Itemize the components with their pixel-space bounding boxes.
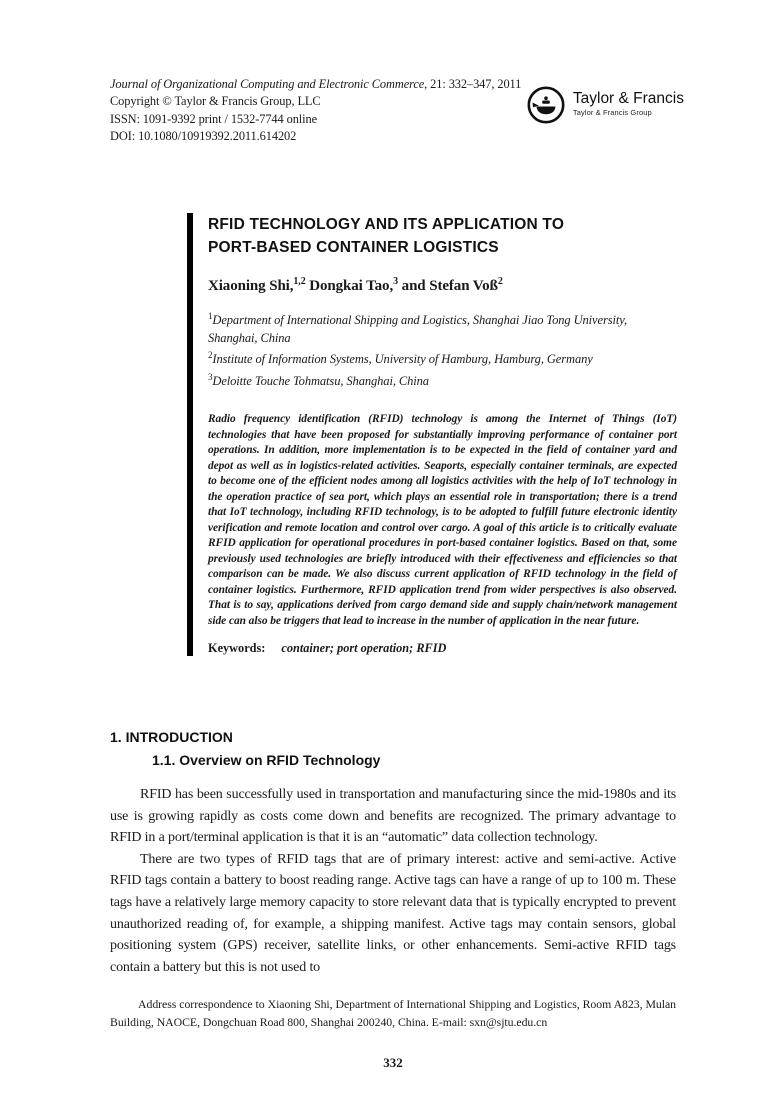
correspondence-footnote: Address correspondence to Xiaoning Shi, Department of International Shipping and Logistics, Room A823, Mulan Building, NAOCE, Dongchuan Road 800, Shanghai 200240, China. E-mail: sxn@sjtu.edu.cn [110, 997, 676, 1029]
affiliation-2-marker: 2 [208, 349, 213, 360]
article-title-line2: PORT-BASED CONTAINER LOGISTICS [208, 239, 499, 256]
title-block [187, 213, 677, 656]
journal-citation-line [110, 76, 521, 93]
author-1 [208, 278, 306, 294]
author-2 [306, 278, 398, 294]
logo-group-tagline: Taylor & Francis Group [572, 108, 652, 117]
author-3-affil-marker: 2 [497, 276, 503, 287]
author-3 [398, 278, 503, 294]
author-3-name: and Stefan Voß [398, 278, 498, 294]
issn-line: ISSN: 1091-9392 print / 1532-7744 online [110, 111, 317, 126]
journal-volume-pages: , 21: 332–347, 2011 [424, 77, 522, 91]
body-paragraph-2: There are two types of RFID tags that are of primary interest: active and semi-active. Active RFID tags contain a battery to boost reading range. Active tags can have a range of up to 100 m. These tags have a relatively large memory capacity to store relevant data that is typically encrypted to prevent unauthorized reading of, for example, a shipping manifest. Active tags may contain sensors, global positioning system (GPS) receiver, satellite links, or other enhancements. Semi-active RFID tags contain a battery but this is not used to [110, 851, 676, 975]
affiliation-1-marker: 1 [208, 311, 213, 321]
taylor-francis-logo-text [573, 85, 684, 118]
section-heading-introduction: 1. INTRODUCTION [110, 729, 233, 745]
affiliations [208, 308, 677, 390]
keywords-label: Keywords: [208, 641, 266, 656]
article-title [208, 213, 677, 259]
logo-name: Taylor & Francis [572, 90, 684, 107]
author-1-affil-marker: 1,2 [293, 276, 306, 287]
taylor-francis-logo-icon [526, 85, 566, 125]
subsection-heading-rfid-overview: 1.1. Overview on RFID Technology [152, 752, 381, 768]
affiliation-3-marker: 3 [208, 371, 213, 382]
author-1-name: Xiaoning Shi, [208, 278, 294, 294]
journal-imprint-block [110, 76, 521, 146]
affiliation-1-text: Department of International Shipping and Logistics, Shanghai Jiao Tong University, Shanghai, China [208, 313, 628, 345]
affiliation-2-text: Institute of Information Systems, University of Hamburg, Hamburg, Germany [212, 352, 593, 367]
page-number: 332 [383, 1054, 403, 1070]
author-2-name: Dongkai Tao, [305, 278, 394, 294]
affiliation-1 [208, 308, 677, 347]
copyright-line: Copyright © Taylor & Francis Group, LLC [110, 94, 321, 109]
affiliation-3 [208, 369, 677, 391]
body-paragraph-1: RFID has been successfully used in transportation and manufacturing since the mid-1980s and its use is growing rapidly as costs come down and benefits are recognized. The primary advantage to RFID in a port/terminal application is that it is an “automatic” data collection technology. [110, 787, 676, 846]
main-text-column [110, 728, 676, 1071]
abstract: Radio frequency identification (RFID) technology is among the Internet of Things (IoT) technologies that have been proposed for substantially improving performance of container port operations. In addition, more implementation is to be expected in the field of container yard and depot as well as in logistics-related activities. Seaports, especially container terminals, are expected to become one of the efficient nodes among all logistics activities with the help of IoT technology in the operation practice of sea port, which plays an essential role in transportation; there is a trend that IoT technology, including RFID technology, is to be adopted to fulfill future electronic identity verification and remote location and control over cargo. A goal of this article is to critically evaluate RFID application for operational procedures in port-based container logistics. Based on that, some previously used technologies are briefly introduced with their effectiveness and efficiencies so that comparison can be made. We also discuss current application of RFID technology in the field of container logistics. Furthermore, RFID application trend from wider perspectives is also observed. That is to say, applications derived from cargo demand side and supply chain/network management side can also be triggers that lead to increase in the number of application in the near future. [208, 413, 677, 627]
affiliation-2 [208, 347, 677, 369]
authors-line [208, 276, 677, 295]
keywords-line [208, 641, 677, 656]
article-title-line1: RFID TECHNOLOGY AND ITS APPLICATION TO [208, 216, 565, 233]
doi-line: DOI: 10.1080/10919392.2011.614202 [110, 129, 297, 144]
keywords-value: container; port operation; RFID [281, 641, 447, 656]
journal-title: Journal of Organizational Computing and Electronic Commerce [110, 77, 425, 91]
journal-header [110, 76, 684, 146]
author-2-affil-marker: 3 [393, 276, 399, 287]
taylor-francis-logo [526, 85, 684, 125]
affiliation-3-text: Deloitte Touche Tohmatsu, Shanghai, China [212, 373, 429, 388]
